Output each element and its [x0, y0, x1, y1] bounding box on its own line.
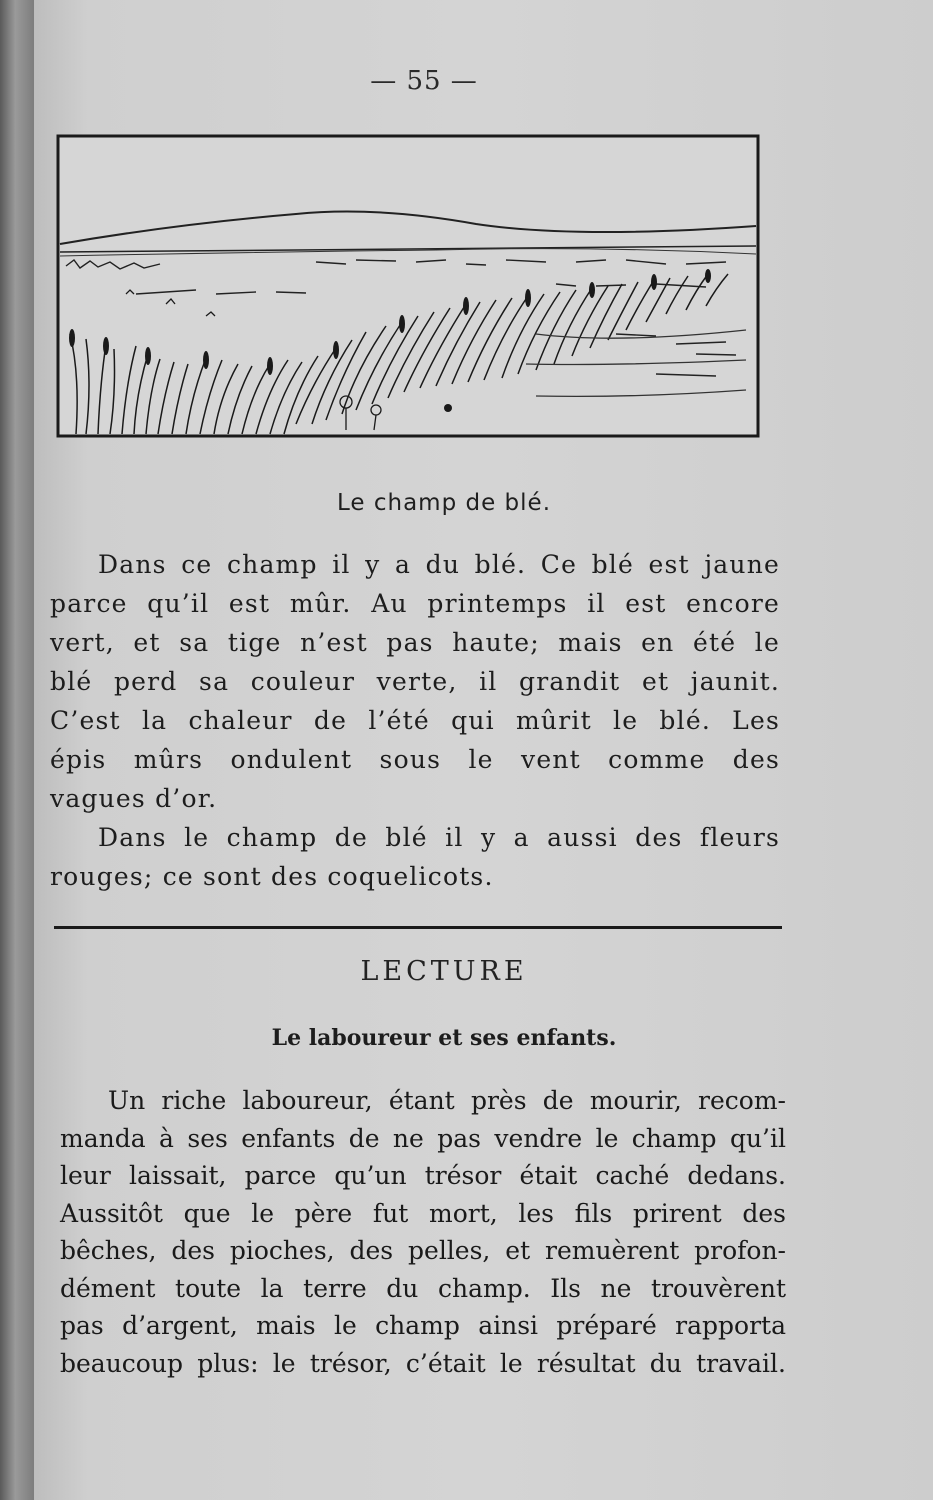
text-line: manda à ses enfants de ne pas vendre le champ qu’il	[60, 1123, 786, 1153]
paragraph-champ-de-ble	[50, 545, 780, 818]
reading-title: Le laboureur et ses enfants.	[271, 1025, 617, 1051]
reading-paragraph	[60, 1082, 786, 1382]
text-line: beaucoup plus: le trésor, c’était le résultat du travail.	[60, 1348, 786, 1378]
text-line: vert, et sa tige n’est pas haute; mais en été le	[50, 628, 780, 657]
section-title: LECTURE	[360, 956, 528, 987]
illustration-caption: Le champ de blé.	[336, 490, 551, 516]
page-number: — 55 —	[370, 66, 478, 96]
wheat-field-illustration	[56, 134, 760, 440]
text-line: pas d’argent, mais le champ ainsi préparé rapporta	[60, 1311, 786, 1340]
text-line: Un riche laboureur, étant près de mourir, recom-	[108, 1086, 786, 1115]
text-line: parce qu’il est mûr. Au printemps il est encore	[50, 589, 780, 618]
section-divider	[54, 926, 782, 929]
paragraph-coquelicots	[50, 818, 780, 896]
text-line: épis mûrs ondulent sous le vent comme des	[50, 745, 780, 774]
book-binding	[0, 0, 34, 1500]
book-page	[34, 0, 933, 1500]
text-line: blé perd sa couleur verte, il grandit et jaunit.	[50, 667, 780, 696]
text-line: bêches, des pioches, des pelles, et remuèrent profon-	[60, 1236, 786, 1265]
text-line: Aussitôt que le père fut mort, les fils prirent des	[60, 1198, 786, 1228]
text-line: vagues d’or.	[50, 784, 218, 813]
text-line: dément toute la terre du champ. Ils ne trouvèrent	[60, 1273, 786, 1303]
text-line: leur laissait, parce qu’un trésor était caché dedans.	[60, 1161, 786, 1190]
text-line: Dans ce champ il y a du blé. Ce blé est jaune	[98, 550, 780, 579]
text-line: rouges; ce sont des coquelicots.	[50, 862, 494, 891]
text-line: Dans le champ de blé il y a aussi des fleurs	[98, 823, 780, 852]
text-line: C’est la chaleur de l’été qui mûrit le blé. Les	[50, 706, 780, 735]
